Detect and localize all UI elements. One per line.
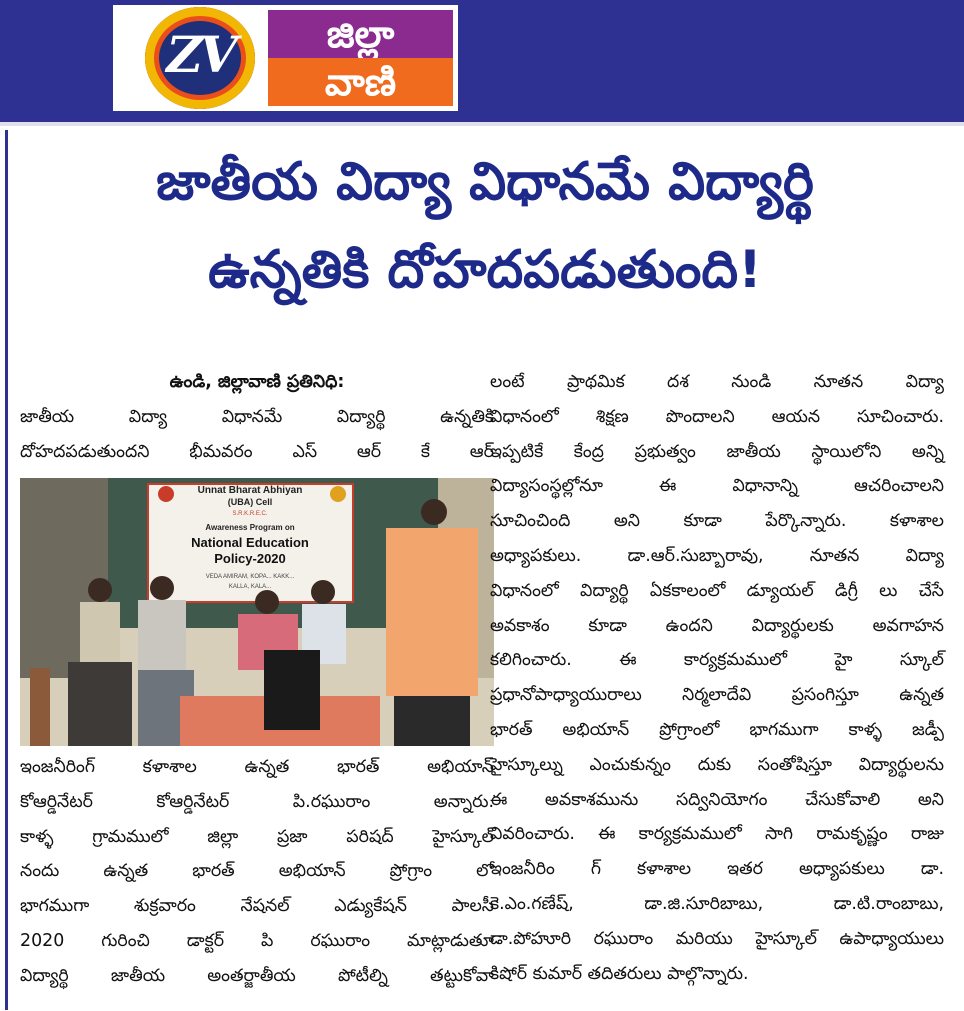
column-1-top <box>20 365 494 469</box>
body-line: వివరించారు. ఈ కార్యక్రమములో సాగి రామకృష్ణం రాజు <box>490 824 944 845</box>
banner-line-3: S.R.K.R.E.C. <box>232 511 268 517</box>
body-line: జాతీయ విద్యా విధానమే విద్యార్థి ఉన్నతికి <box>20 406 494 427</box>
banner-line-8: KALLA, KALA... <box>228 584 272 590</box>
event-photo <box>20 478 494 746</box>
body-line: భారత్ అభియాన్ ప్రోగ్రాంలో భాగముగా కాళ్ళ జడ్పీ <box>490 719 944 740</box>
banner-line-2: (UBA) Cell <box>227 497 273 507</box>
body-line: 2020 గురించి డాక్టర్ పి రఘురాం మాట్లాడుతూ <box>20 930 494 951</box>
body-line: సూచించింది అని కూడా పేర్కొన్నారు. కళాశాల <box>490 511 944 532</box>
body-line: దోహదపడుతుందని భీమవరం ఎస్ ఆర్ కే ఆర్ <box>20 441 494 462</box>
column-1-bottom <box>20 750 494 994</box>
body-line: కోఆర్డినేటర్ కోఆర్డినేటర్ పి.రఘురాం అన్నారు. <box>20 791 494 812</box>
body-line: విధానంలో విద్యార్థి ఏకకాలంలో డ్యూయల్ డిగ్రీ లు చేసే <box>490 580 944 601</box>
body-line: కిషోర్ కుమార్ తదితరులు పాల్గొన్నారు. <box>490 963 749 984</box>
body-line: విద్యార్థి జాతీయ అంతర్జాతీయ పోటీల్ని తట్టుకోవా <box>20 965 494 986</box>
headline-line-2: ఉన్నతికి దోహదపడుతుంది! <box>208 240 762 300</box>
body-line: ఈ అవకాశమును సద్వినియోగం చేసుకోవాలి అని <box>490 789 944 810</box>
body-line: డా.పోహూరి రఘురాం మరియు హైస్కూల్ ఉపాధ్యాయులు <box>490 928 944 949</box>
masthead-divider <box>0 122 964 126</box>
logo-initials: ZV <box>166 25 234 84</box>
body-line: కలిగించారు. ఈ కార్యక్రమములో హై స్కూల్ <box>490 650 944 671</box>
body-line: కాళ్ళ గ్రామములో జిల్లా ప్రజా పరిషద్ హైస్కూల్ <box>20 826 494 847</box>
logo-word-bottom: వాణి <box>268 58 453 106</box>
logo-word-top: జిల్లా <box>268 10 453 58</box>
headline-line-1: జాతీయ విద్యా విధానమే విద్యార్థి <box>156 152 814 212</box>
body-line: కె.ఎం.గణేష్, డా.జి.సూరిబాబు, డా.టి.రాంబాబు, <box>490 893 944 914</box>
banner-line-1: Unnat Bharat Abhiyan <box>197 485 303 496</box>
event-photo-illustration <box>20 478 494 746</box>
banner-line-6: Policy-2020 <box>214 551 286 566</box>
body-line: ఇంజనీరింగ్ కళాశాల ఉన్నత భారత్ అభియాన్ <box>20 757 494 777</box>
body-line: భాగముగా శుక్రవారం నేషనల్ ఎడ్యుకేషన్ పాలసీ <box>20 896 494 917</box>
body-line: విద్యాసంస్థల్లోనూ ఈ విధానాన్ని ఆచరించాలని <box>490 476 944 497</box>
dateline: ఉండి, జిల్లావాణి ప్రతినిధి: <box>169 372 345 392</box>
body-line: ప్రధానోపాధ్యాయురాలు నిర్మలాదేవి ప్రసంగిస్తూ ఉన్నత <box>490 685 944 706</box>
banner-line-5: National Education <box>191 535 309 550</box>
body-line: నందు ఉన్నత భారత్ అభియాన్ ప్రోగ్రాం లో <box>20 861 494 882</box>
body-line: అధ్యాపకులు. డా.ఆర్.సుబ్బారావు, నూతన విద్యా <box>490 545 944 566</box>
body-line: లంటే ప్రాథమిక దశ నుండి నూతన విద్యా <box>490 372 944 392</box>
left-rule <box>5 130 8 1010</box>
column-2 <box>490 365 944 991</box>
zv-logo-mark <box>145 7 255 109</box>
banner-line-7: VEDA AMIRAM, KOPA... KAKK... <box>205 574 295 580</box>
body-line: ఇప్పటికే కేంద్ర ప్రభుత్వం జాతీయ స్థాయిలోని అన్ని <box>490 441 944 462</box>
body-line: హైస్కూల్ను ఎంచుకున్నం దుకు సంతోషిస్తూ విద్యార్థులను <box>490 754 944 775</box>
body-line: అవకాశం కూడా ఉందని విద్యార్థులకు అవగాహన <box>490 615 944 636</box>
banner-line-4: Awareness Program on <box>205 523 295 532</box>
article-headline <box>10 138 960 314</box>
body-line: ఇంజనీరిం గ్ కళాశాల ఇతర అధ్యాపకులు డా. <box>490 859 945 880</box>
zilla-vani-logo <box>113 5 458 111</box>
body-line: విధానంలో శిక్షణ పొందాలని ఆయన సూచించారు. <box>490 406 944 427</box>
